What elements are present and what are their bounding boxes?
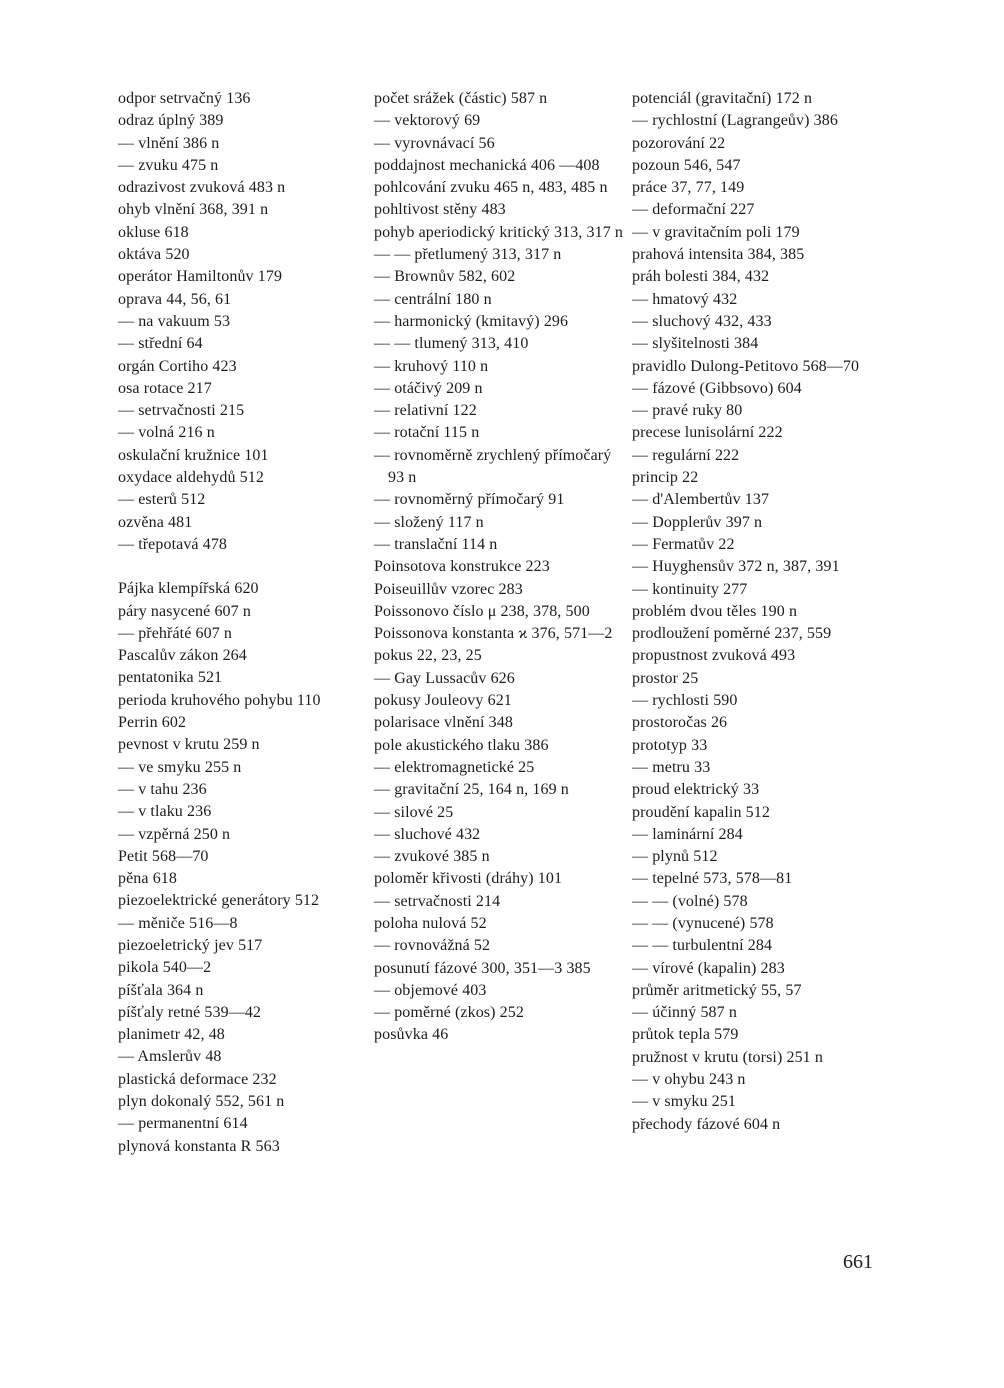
index-entry: Pájka klempířská 620 — [118, 580, 259, 598]
index-entry: — Dopplerův 397 n — [632, 513, 763, 531]
index-entry: práce 37, 77, 149 — [632, 179, 745, 197]
index-entry: poloměr křivosti (dráhy) 101 — [374, 870, 563, 888]
index-entry: — translační 114 n — [374, 535, 498, 553]
index-entry: — d'Alembertův 137 — [632, 491, 770, 509]
index-entry: — relativní 122 — [374, 402, 477, 420]
index-entry: princip 22 — [632, 469, 699, 487]
index-entry: ozvěna 481 — [118, 513, 193, 531]
index-entry: pentatonika 521 — [118, 669, 223, 687]
index-entry: oxydace aldehydů 512 — [118, 469, 264, 487]
index-entry: poloha nulová 52 — [374, 914, 487, 932]
index-entry: — plynů 512 — [632, 848, 718, 866]
index-entry: — objemové 403 — [374, 981, 487, 999]
index-entry: — — přetlumený 313, 317 n — [374, 246, 562, 264]
index-entry: Poissonovo číslo μ 238, 378, 500 — [374, 602, 590, 620]
index-entry: pružnost v krutu (torsi) 251 n — [632, 1048, 823, 1066]
page-number: 661 — [843, 1251, 873, 1273]
index-entry: — vírové (kapalin) 283 — [632, 959, 785, 977]
index-entry: — poměrné (zkos) 252 — [374, 1004, 524, 1022]
index-entry: planimetr 42, 48 — [118, 1026, 225, 1044]
index-entry: — Fermatův 22 — [632, 535, 735, 553]
index-entry: páry nasycené 607 n — [118, 602, 251, 620]
index-entry: — laminární 284 — [632, 825, 743, 843]
letter-section-gap — [118, 556, 368, 578]
index-entry: posunutí fázové 300, 351—3 385 — [374, 959, 591, 977]
index-entry: — permanentní 614 — [118, 1115, 248, 1133]
index-entry: — — (volné) 578 — [632, 892, 748, 910]
index-entry: práh bolesti 384, 432 — [632, 268, 770, 286]
index-entry: plyn dokonalý 552, 561 n — [118, 1093, 285, 1111]
index-entry: pěna 618 — [118, 870, 178, 888]
index-entry: — centrální 180 n — [374, 290, 492, 308]
index-entry: Poinsotova konstrukce 223 — [374, 558, 550, 576]
index-entry: — ve smyku 255 n — [118, 758, 242, 776]
index-entry: odpor setrvačný 136 — [118, 90, 251, 107]
index-entry: Poissonova konstanta ϰ 376, 571—2 — [374, 625, 613, 643]
index-entry: — gravitační 25, 164 n, 169 n — [374, 781, 569, 799]
index-entry: — vlnění 386 n — [118, 134, 220, 152]
index-entry: pevnost v krutu 259 n — [118, 736, 260, 754]
index-entry: — střední 64 — [118, 335, 203, 353]
index-entry: posůvka 46 — [374, 1026, 449, 1044]
index-entry: — rovnoměrný přímočarý 91 — [374, 491, 565, 509]
index-entry: — přehřáté 607 n — [118, 624, 233, 642]
index-entry: — rovnovážná 52 — [374, 937, 491, 955]
index-column-2 — [374, 88, 630, 1047]
index-column-3 — [632, 88, 882, 1136]
index-entry: — tepelné 573, 578—81 — [632, 870, 793, 888]
index-entry: prostoročas 26 — [632, 714, 728, 732]
index-entry: plynová konstanta R 563 — [118, 1137, 280, 1155]
index-entry: — silové 25 — [374, 803, 454, 821]
index-entry: plastická deformace 232 — [118, 1070, 277, 1088]
index-entry: pokusy Jouleovy 621 — [374, 692, 512, 710]
index-entry: — v smyku 251 — [632, 1093, 736, 1111]
index-entry: piezoelektrické generátory 512 — [118, 892, 320, 910]
index-entry: problém dvou těles 190 n — [632, 602, 798, 620]
index-entry: okluse 618 — [118, 223, 189, 241]
index-entry: oktáva 520 — [118, 246, 190, 264]
index-entry: — Gay Lussacův 626 — [374, 669, 515, 687]
index-entry: Pascalův zákon 264 — [118, 647, 247, 665]
index-entry: ohyb vlnění 368, 391 n — [118, 201, 269, 219]
index-entry: — rychlosti 590 — [632, 692, 738, 710]
index-entry: počet srážek (částic) 587 n — [374, 90, 548, 107]
index-entry: pikola 540—2 — [118, 959, 212, 977]
index-entry: — na vakuum 53 — [118, 312, 231, 330]
index-entry: — otáčivý 209 n — [374, 379, 483, 397]
index-entry: píšťala 364 n — [118, 981, 204, 999]
index-entry: — — (vynucené) 578 — [632, 914, 774, 932]
index-entry: poddajnost mechanická 406 —408 — [374, 156, 600, 174]
index-entry: — sluchový 432, 433 — [632, 312, 772, 330]
index-entry: — volná 216 n — [118, 424, 215, 442]
index-entry: — rychlostní (Lagrangeův) 386 — [632, 112, 838, 130]
index-entry: průtok tepla 579 — [632, 1026, 739, 1044]
index-entry: pohyb aperiodický kritický 313, 317 n — [374, 223, 623, 241]
index-entry: — — turbulentní 284 — [632, 937, 773, 955]
index-entry: piezoeletrický jev 517 — [118, 936, 263, 954]
index-entry: — v gravitačním poli 179 — [632, 223, 800, 241]
index-entry: — pravé ruky 80 — [632, 402, 743, 420]
index-entry: precese lunisolární 222 — [632, 424, 783, 442]
index-entry: pohltivost stěny 483 — [374, 201, 506, 219]
index-entry: odrazivost zvuková 483 n — [118, 179, 286, 197]
index-entry: proud elektrický 33 — [632, 781, 760, 799]
index-entry: — v tlaku 236 — [118, 803, 212, 821]
index-entry: pohlcování zvuku 465 n, 483, 485 n — [374, 179, 608, 197]
index-entry: — v ohybu 243 n — [632, 1071, 746, 1089]
index-entry: prahová intensita 384, 385 — [632, 246, 805, 264]
index-entry: — deformační 227 — [632, 201, 755, 219]
index-entry: — fázové (Gibbsovo) 604 — [632, 379, 802, 397]
index-entry: perioda kruhového pohybu 110 — [118, 691, 321, 709]
index-entry: — regulární 222 — [632, 446, 740, 464]
index-entry: prototyp 33 — [632, 736, 708, 754]
index-entry: přechody fázové 604 n — [632, 1115, 781, 1133]
index-entry: — setrvačnosti 214 — [374, 892, 501, 910]
index-entry: pozoun 546, 547 — [632, 156, 741, 174]
index-entry: propustnost zvuková 493 — [632, 647, 796, 665]
index-entry: prodloužení poměrné 237, 559 — [632, 625, 832, 643]
index-entry: pole akustického tlaku 386 — [374, 736, 549, 754]
index-entry: pokus 22, 23, 25 — [374, 647, 482, 665]
index-column-1 — [118, 88, 368, 1158]
index-entry: Perrin 602 — [118, 714, 187, 732]
index-entry: — rotační 115 n — [374, 424, 480, 442]
index-entry: — složený 117 n — [374, 513, 484, 531]
index-entry: — rovnoměrně zrychlený přímočarý 93 n — [374, 446, 612, 487]
index-entry: — harmonický (kmitavý) 296 — [374, 312, 569, 330]
index-entry: — zvukové 385 n — [374, 848, 490, 866]
index-entry: osa rotace 217 — [118, 379, 212, 397]
index-entry: — Huyghensův 372 n, 387, 391 — [632, 558, 840, 576]
index-entry: — vektorový 69 — [374, 112, 481, 130]
index-entry: Petit 568—70 — [118, 847, 209, 865]
index-entry: prostor 25 — [632, 669, 699, 687]
index-entry: průměr aritmetický 55, 57 — [632, 981, 802, 999]
index-entry: — kontinuity 277 — [632, 580, 748, 598]
index-entry: odraz úplný 389 — [118, 112, 224, 130]
index-entry: — elektromagnetické 25 — [374, 758, 535, 776]
index-entry: — vyrovnávací 56 — [374, 134, 495, 152]
index-entry: — měniče 516—8 — [118, 914, 238, 932]
index-entry: — — tlumený 313, 410 — [374, 335, 529, 353]
index-entry: orgán Cortiho 423 — [118, 357, 237, 375]
index-entry: — účinný 587 n — [632, 1004, 737, 1022]
index-entry: proudění kapalin 512 — [632, 803, 770, 821]
index-entry: — setrvačnosti 215 — [118, 402, 245, 420]
index-entry: — sluchové 432 — [374, 825, 481, 843]
index-entry: — Amslerův 48 — [118, 1048, 222, 1066]
index-entry: — Brownův 582, 602 — [374, 268, 516, 286]
index-entry: oskulační kružnice 101 — [118, 446, 269, 464]
index-entry: — kruhový 110 n — [374, 357, 489, 375]
index-entry: — třepotavá 478 — [118, 535, 228, 553]
index-entry: — esterů 512 — [118, 491, 206, 509]
index-entry: Poiseuillův vzorec 283 — [374, 580, 523, 598]
index-entry: oprava 44, 56, 61 — [118, 290, 232, 308]
index-entry: pozorování 22 — [632, 134, 726, 152]
index-entry: pravidlo Dulong-Petitovo 568—70 — [632, 357, 860, 375]
index-entry: — hmatový 432 — [632, 290, 738, 308]
index-entry: píšťaly retné 539—42 — [118, 1003, 262, 1021]
index-entry: — vzpěrná 250 n — [118, 825, 231, 843]
index-entry: potenciál (gravitační) 172 n — [632, 90, 813, 107]
index-entry: polarisace vlnění 348 — [374, 714, 513, 732]
index-entry: — slyšitelnosti 384 — [632, 335, 759, 353]
index-entry: — v tahu 236 — [118, 780, 207, 798]
index-entry: — zvuku 475 n — [118, 156, 219, 174]
index-entry: operátor Hamiltonův 179 — [118, 268, 283, 286]
index-entry: — metru 33 — [632, 758, 711, 776]
